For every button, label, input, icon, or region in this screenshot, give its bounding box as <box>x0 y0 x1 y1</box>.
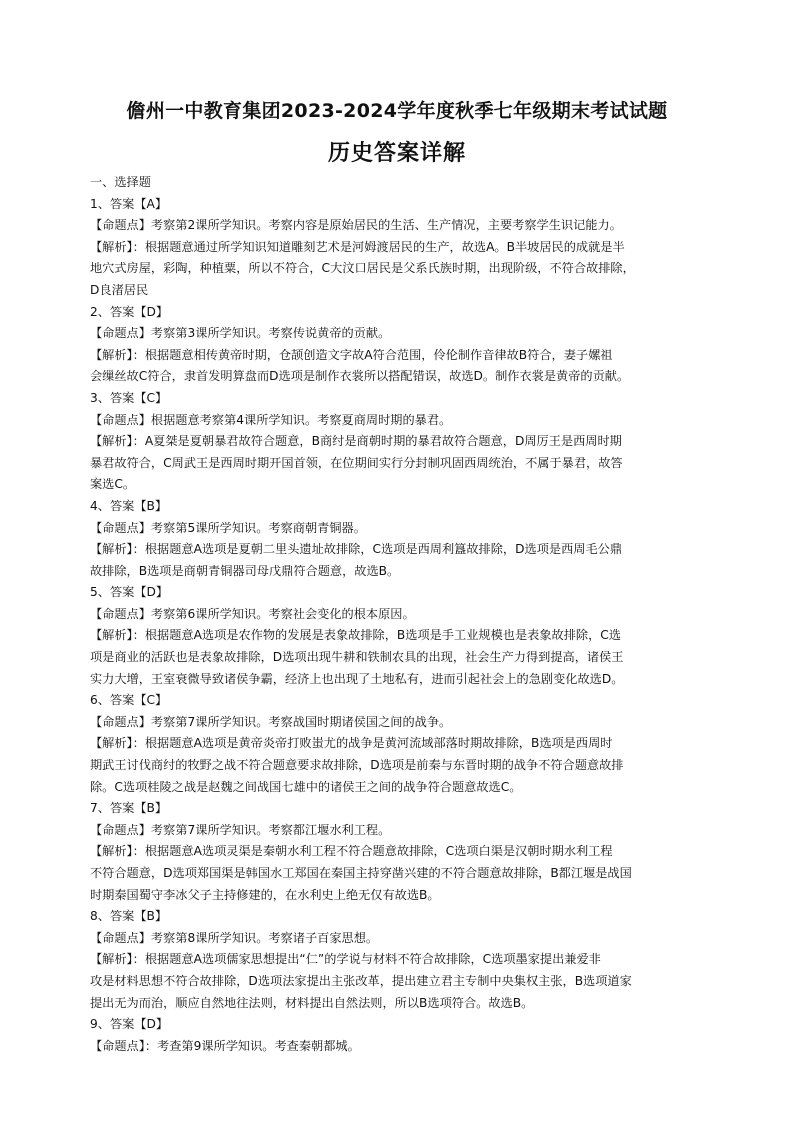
text-line: 暴君故符合，C周武王是西周时期开国首领，在位期间实行分封制巩固西周统治，不属于暴君，故答 <box>90 455 623 470</box>
text-line: 【命题点】考察第3课所学知识。考察传说黄帝的贡献。 <box>90 326 391 341</box>
text-line: 【命题点】考察第8课所学知识。考察诸子百家思想。 <box>90 930 379 945</box>
text-line: 4、答案【B】 <box>90 498 168 513</box>
text-line: 【解析】：根据题意A选项是农作物的发展是表象故排除，B选项是手工业规模也是表象故排除，C选 <box>90 628 621 643</box>
text-line: 期武王讨伐商纣的牧野之战不符合题意要求故排除，D选项是前秦与东晋时期的战争不符合题意故排 <box>90 758 624 773</box>
text-line: 【解析】：根据题意相传黄帝时期，仓颉创造文字故A符合范围，伶伦制作音律故B符合，妻子嫘祖 <box>90 347 613 362</box>
text-line: 3、答案【C】 <box>90 390 168 405</box>
text-line: 5、答案【D】 <box>90 585 169 600</box>
text-line: 除。C选项桂陵之战是赵魏之间战国七雄中的诸侯王之间的战争符合题意故选C。 <box>90 779 522 794</box>
text-line: 【命题点】考察第6课所学知识。考察社会变化的根本原因。 <box>90 606 415 621</box>
text-line: 提出无为而治，顺应自然地往法则，材料提出自然法则，所以B选项符合。故选B。 <box>90 995 534 1010</box>
document-subtitle: 历史答案详解 <box>327 141 466 166</box>
text-line: 8、答案【B】 <box>90 909 168 924</box>
answer-content <box>90 172 710 1057</box>
text-line: 【命题点】考察第2课所学知识。考察内容是原始居民的生活、生产情况，主要考察学生识记能力。 <box>90 218 622 233</box>
text-line: 【解析】：根据题意A选项是黄帝炎帝打败蚩尤的战争是黄河流域部落时期故排除，B选项是西周时 <box>90 736 613 751</box>
text-line: 6、答案【C】 <box>90 693 168 708</box>
text-line: D良渚居民 <box>90 282 149 297</box>
text-line: 一、选择题 <box>90 175 151 189</box>
text-line: 【命题点】考察第7课所学知识。考察战国时期诸侯国之间的战争。 <box>90 714 452 729</box>
text-line: 7、答案【B】 <box>90 801 168 816</box>
text-line: 项是商业的活跃也是表象故排除，D选项出现牛耕和铁制农具的出现，社会生产力得到提高，诸侯王 <box>90 650 624 665</box>
document-title: 儋州一中教育集团2023-2024学年度秋季七年级期末考试试题 <box>126 100 668 122</box>
text-line: 案选C。 <box>90 477 136 492</box>
text-line: 地穴式房屋，彩陶，种植粟，所以不符合，C大汶口居民是父系氏族时期，出现阶级，不符合故排除， <box>90 261 635 276</box>
text-line: 【解析】：根据题意A选项儒家思想提出“仁”的学说与材料不符合故排除，C选项墨家提出兼爱非 <box>90 952 601 967</box>
text-line: 【命题点】：考查第9课所学知识。考查秦朝都城。 <box>90 1038 360 1053</box>
text-line: 【命题点】根据题意考察第4课所学知识。考察夏商周时期的暴君。 <box>90 412 452 427</box>
text-line: 时期秦国蜀守李冰父子主持修建的，在水利史上绝无仅有故选B。 <box>90 887 440 902</box>
text-line: 1、答案【A】 <box>90 196 168 211</box>
text-line: 【解析】：A夏桀是夏朝暴君故符合题意，B商纣是商朝时期的暴君故符合题意，D周厉王是西周时期 <box>90 434 622 449</box>
text-line: 不符合题意，D选项郑国渠是韩国水工郑国在秦国主持穿凿兴建的不符合题意故排除，B都江堰是战国 <box>90 866 632 880</box>
text-line: 【解析】：根据题意通过所学知识知道雕刻艺术是河姆渡居民的生产，故选A。B半坡居民的成就是半 <box>90 239 625 254</box>
text-line: 【解析】：根据题意A选项是夏朝二里头遗址故排除，C选项是西周利簋故排除，D选项是西周毛公鼎 <box>90 542 623 557</box>
text-line: 2、答案【D】 <box>90 304 169 319</box>
text-line: 【解析】：根据题意A选项灵渠是秦朝水利工程不符合题意故排除，C选项白渠是汉朝时期水利工程 <box>90 844 613 859</box>
text-line: 【命题点】考察第5课所学知识。考察商朝青铜器。 <box>90 520 366 535</box>
text-line: 攻是材料思想不符合故排除，D选项法家提出主张改革，提出建立君主专制中央集权主张，B选项道家 <box>90 973 632 988</box>
text-line: 9、答案【D】 <box>90 1017 169 1032</box>
text-line: 实力大增，王室衰微导致诸侯争霸，经济上也出现了土地私有，进而引起社会上的急剧变化故选D。 <box>90 671 624 686</box>
text-line: 【命题点】考察第7课所学知识。考察都江堰水利工程。 <box>90 822 391 837</box>
text-line: 会缫丝故C符合，隶首发明算盘而D选项是制作衣裳所以搭配错误，故选D。制作衣裳是黄帝的贡献。 <box>90 369 630 384</box>
text-line: 故排除，B选项是商朝青铜器司母戊鼎符合题意，故选B。 <box>90 563 400 578</box>
